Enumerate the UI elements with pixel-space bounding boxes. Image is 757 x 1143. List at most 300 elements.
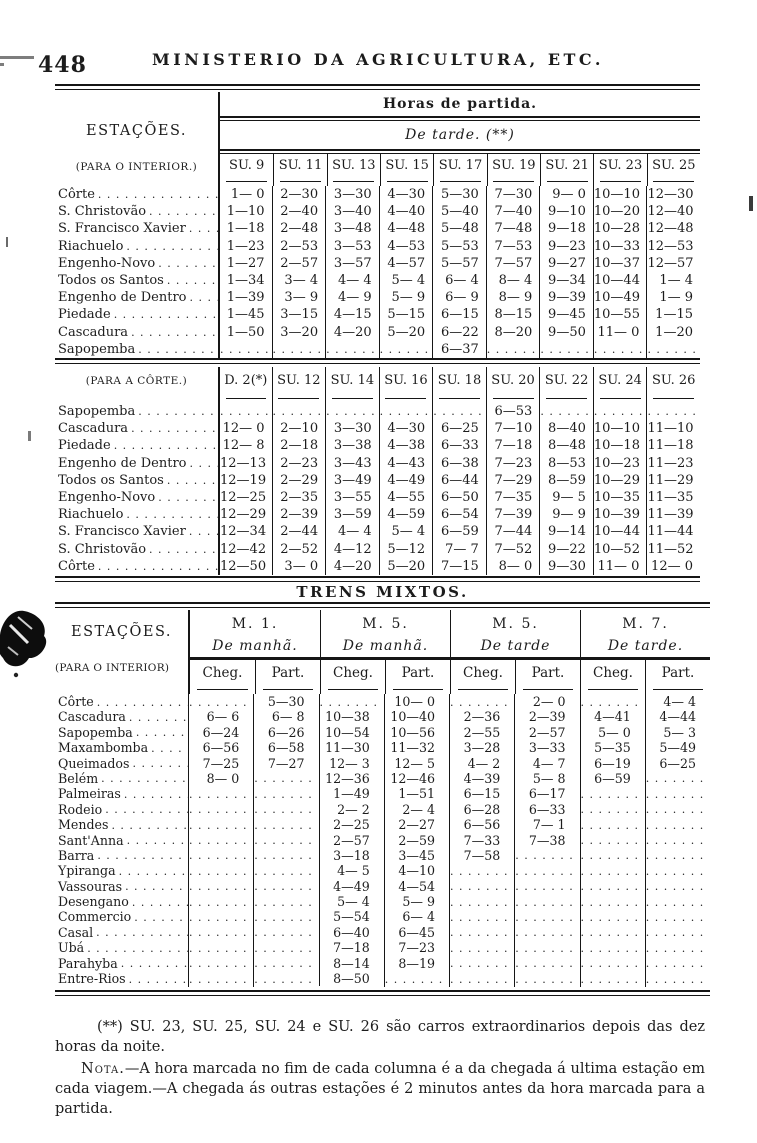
table-row bbox=[55, 472, 700, 489]
time-cell: 9—34 bbox=[539, 272, 593, 289]
sub-column-header: Cheg. bbox=[450, 660, 515, 686]
time-cell: 1—20 bbox=[646, 324, 700, 341]
time-cell: 10—55 bbox=[593, 306, 647, 323]
time-cell: 10—29 bbox=[593, 472, 647, 489]
time-cell bbox=[325, 403, 379, 420]
table-row bbox=[55, 403, 700, 420]
time-cell: 7—38 bbox=[514, 833, 579, 848]
time-cell: 10—49 bbox=[593, 289, 647, 306]
time-cell: 10—54 bbox=[319, 725, 384, 740]
time-cell: 6—44 bbox=[432, 472, 486, 489]
time-cell: 6—38 bbox=[432, 455, 486, 472]
time-cell: 4—30 bbox=[379, 420, 433, 437]
train-group bbox=[320, 610, 450, 657]
divider-rule bbox=[55, 990, 710, 996]
time-cell bbox=[253, 786, 318, 802]
time-cell: 12—30 bbox=[646, 186, 700, 203]
header-underline bbox=[593, 395, 647, 403]
time-cell: 8—48 bbox=[539, 437, 593, 454]
time-cell: 9—50 bbox=[539, 324, 593, 341]
table-row bbox=[55, 833, 710, 848]
time-cell: 4— 5 bbox=[319, 863, 384, 878]
train-number: M. 1. bbox=[231, 616, 279, 632]
column-header: SU. 18 bbox=[432, 367, 486, 395]
time-cell: 2—44 bbox=[272, 523, 326, 540]
time-cell: 7—48 bbox=[486, 220, 540, 237]
table3-header-right bbox=[188, 610, 710, 694]
time-cell bbox=[253, 971, 318, 987]
time-cell: 4—43 bbox=[379, 455, 433, 472]
train-group bbox=[450, 610, 580, 657]
time-cell bbox=[253, 894, 318, 910]
table1-title: Horas de partida. bbox=[382, 96, 538, 112]
time-cell bbox=[188, 847, 253, 863]
time-cell: 1—15 bbox=[646, 306, 700, 323]
time-cell bbox=[449, 940, 514, 956]
time-cell: 5—48 bbox=[432, 220, 486, 237]
time-cell: 6—33 bbox=[432, 437, 486, 454]
header-underline bbox=[432, 395, 486, 403]
train-number: M. 7. bbox=[622, 616, 669, 632]
table1-subtitle: De tarde. (**) bbox=[405, 127, 515, 143]
time-cell: 11—44 bbox=[646, 523, 700, 540]
time-cell bbox=[580, 863, 645, 879]
train-period: De tarde bbox=[480, 638, 551, 654]
header-underline-row bbox=[220, 178, 700, 186]
column-header: SU. 9 bbox=[229, 158, 265, 173]
time-cell: 3—48 bbox=[325, 220, 379, 237]
time-cell: 12—48 bbox=[646, 220, 700, 237]
station-name: Sapopemba . . . bbox=[55, 724, 188, 740]
time-cell: 9— 0 bbox=[539, 186, 593, 203]
dotted-leader bbox=[97, 694, 188, 710]
time-cell: 10—52 bbox=[593, 541, 647, 558]
time-cell: 10—44 bbox=[593, 523, 647, 540]
station-name: Desengano . . . bbox=[55, 894, 188, 910]
time-cell: 4— 9 bbox=[325, 289, 379, 306]
station-name: Piedade . . . bbox=[55, 437, 218, 454]
time-cell: 4—49 bbox=[319, 879, 384, 894]
time-cell: 1—50 bbox=[218, 324, 272, 341]
time-cell: 5—53 bbox=[432, 238, 486, 255]
divider-rule bbox=[55, 358, 700, 364]
time-cell bbox=[645, 847, 710, 863]
time-cell: 7—52 bbox=[486, 541, 540, 558]
scan-artifact bbox=[749, 196, 753, 211]
time-cell: 4— 7 bbox=[514, 756, 579, 771]
station-name: Côrte . . . bbox=[55, 186, 218, 203]
time-cell: 8— 0 bbox=[188, 771, 253, 786]
time-cell bbox=[580, 955, 645, 971]
time-cell: 12—40 bbox=[646, 203, 700, 220]
time-cell bbox=[645, 878, 710, 894]
column-header: SU. 13 bbox=[327, 154, 380, 178]
time-cell bbox=[580, 878, 645, 894]
column-header: SU. 25 bbox=[647, 154, 700, 178]
station-name: Commercio . . . bbox=[55, 909, 188, 925]
dotted-leader bbox=[189, 523, 218, 540]
time-cell bbox=[645, 817, 710, 833]
time-cell: 10—28 bbox=[593, 220, 647, 237]
time-cell bbox=[539, 341, 593, 358]
header-underline bbox=[218, 395, 272, 403]
header-underline bbox=[379, 395, 433, 403]
table-row bbox=[55, 817, 710, 832]
time-cell bbox=[449, 878, 514, 894]
header-underline bbox=[255, 686, 320, 694]
time-cell: 5—15 bbox=[379, 306, 433, 323]
time-cell: 2—59 bbox=[384, 833, 449, 848]
time-cell: 5—12 bbox=[379, 541, 433, 558]
time-cell: 12— 0 bbox=[218, 420, 272, 437]
time-cell bbox=[384, 971, 449, 987]
time-cell: 4— 4 bbox=[325, 272, 379, 289]
table-row bbox=[55, 558, 700, 575]
station-name: Piedade . . . bbox=[55, 306, 218, 323]
time-cell: 8—59 bbox=[539, 472, 593, 489]
table-row bbox=[55, 523, 700, 540]
time-cell: 6—56 bbox=[188, 740, 253, 755]
table-row bbox=[55, 740, 710, 755]
time-cell bbox=[514, 940, 579, 956]
time-cell bbox=[188, 971, 253, 987]
header-underline bbox=[515, 686, 580, 694]
time-cell: 3—30 bbox=[325, 420, 379, 437]
station-name: Riachuelo . . . bbox=[55, 238, 218, 255]
time-cell bbox=[218, 341, 272, 358]
header-underline bbox=[486, 395, 540, 403]
ink-blot bbox=[0, 603, 52, 681]
time-cell: 7—10 bbox=[486, 420, 540, 437]
time-cell: 11—35 bbox=[646, 489, 700, 506]
time-cell bbox=[325, 341, 379, 358]
time-cell bbox=[514, 955, 579, 971]
time-cell bbox=[188, 940, 253, 956]
time-cell: 5—20 bbox=[379, 324, 433, 341]
time-cell: 10—37 bbox=[593, 255, 647, 272]
table3-stub bbox=[55, 610, 188, 694]
time-cell: 2— 2 bbox=[319, 802, 384, 817]
dotted-leader bbox=[129, 971, 188, 987]
time-cell bbox=[188, 801, 253, 817]
departures-table-interior bbox=[55, 92, 700, 358]
time-cell: 2—55 bbox=[449, 725, 514, 740]
time-cell: 8—50 bbox=[319, 971, 384, 986]
time-cell: 3—59 bbox=[325, 506, 379, 523]
time-cell: 2—48 bbox=[272, 220, 326, 237]
time-cell: 3—33 bbox=[514, 740, 579, 755]
time-cell: 6—25 bbox=[645, 756, 710, 771]
station-name: Todos os Santos . . . bbox=[55, 472, 218, 489]
table-row bbox=[55, 925, 710, 940]
table-row bbox=[55, 272, 700, 289]
time-cell: 12— 0 bbox=[646, 558, 700, 575]
table-row bbox=[55, 455, 700, 472]
time-cell: 2—23 bbox=[272, 455, 326, 472]
dotted-leader bbox=[158, 489, 218, 506]
mixed-trains-table bbox=[55, 610, 710, 986]
footnote-extra-cars: (**) SU. 23, SU. 25, SU. 24 e SU. 26 são carros extraordinarios depois das dez horas da noite. bbox=[55, 1018, 705, 1055]
time-cell: 12—13 bbox=[218, 455, 272, 472]
time-cell bbox=[580, 971, 645, 987]
time-cell: 3—18 bbox=[319, 848, 384, 863]
time-cell: 8— 0 bbox=[486, 558, 540, 575]
time-cell: 6—26 bbox=[253, 725, 318, 740]
time-cell bbox=[514, 847, 579, 863]
column-header: D. 2(*) bbox=[218, 367, 272, 395]
time-cell: 1—23 bbox=[218, 238, 272, 255]
time-cell bbox=[253, 770, 318, 786]
time-cell: 1—10 bbox=[218, 203, 272, 220]
time-cell: 4—20 bbox=[325, 324, 379, 341]
time-cell: 8—20 bbox=[486, 324, 540, 341]
header-underline bbox=[539, 395, 593, 403]
dotted-leader bbox=[149, 541, 218, 558]
time-cell: 11—18 bbox=[646, 437, 700, 454]
time-cell bbox=[449, 894, 514, 910]
time-cell: 3— 0 bbox=[272, 558, 326, 575]
time-cell: 7—58 bbox=[449, 848, 514, 863]
time-cell: 9—45 bbox=[539, 306, 593, 323]
scan-artifact bbox=[0, 56, 34, 59]
time-cell bbox=[253, 832, 318, 848]
time-cell: 9—39 bbox=[539, 289, 593, 306]
table1-column-headers bbox=[220, 154, 700, 178]
time-cell: 10—39 bbox=[593, 506, 647, 523]
time-cell bbox=[645, 894, 710, 910]
time-cell: 7—30 bbox=[486, 186, 540, 203]
time-cell: 1—51 bbox=[384, 786, 449, 801]
time-cell: 7— 7 bbox=[432, 541, 486, 558]
table-row bbox=[55, 238, 700, 255]
time-cell bbox=[449, 909, 514, 925]
table-row bbox=[55, 341, 700, 358]
time-cell bbox=[188, 694, 253, 710]
time-cell: 9— 9 bbox=[539, 506, 593, 523]
time-cell: 7—29 bbox=[486, 472, 540, 489]
time-cell bbox=[580, 940, 645, 956]
time-cell: 4—44 bbox=[645, 709, 710, 724]
time-cell: 8—40 bbox=[539, 420, 593, 437]
header-underline bbox=[385, 686, 450, 694]
time-cell: 3—40 bbox=[325, 203, 379, 220]
dotted-leader bbox=[126, 238, 218, 255]
time-cell: 4—54 bbox=[384, 879, 449, 894]
time-cell: 11—32 bbox=[384, 740, 449, 755]
sub-column-header: Cheg. bbox=[320, 660, 385, 686]
time-cell: 7—57 bbox=[486, 255, 540, 272]
time-cell: 5—35 bbox=[580, 740, 645, 755]
top-divider-rule bbox=[55, 84, 700, 90]
time-cell: 6—19 bbox=[580, 756, 645, 771]
station-name: Cascadura . . . bbox=[55, 324, 218, 341]
dotted-leader bbox=[114, 306, 218, 323]
time-cell: 12—42 bbox=[218, 541, 272, 558]
station-name: Barra . . . bbox=[55, 847, 188, 863]
stations-label: ESTAÇÕES. bbox=[86, 123, 187, 139]
time-cell: 10—23 bbox=[593, 455, 647, 472]
time-cell: 11—52 bbox=[646, 541, 700, 558]
time-cell: 6—45 bbox=[384, 925, 449, 940]
time-cell: 1—34 bbox=[218, 272, 272, 289]
time-cell: 5—40 bbox=[432, 203, 486, 220]
header-underline bbox=[645, 686, 710, 694]
station-name: S. Christovão . . . bbox=[55, 203, 218, 220]
time-cell: 2—52 bbox=[272, 541, 326, 558]
time-cell: 10—56 bbox=[384, 725, 449, 740]
column-header: SU. 19 bbox=[487, 154, 540, 178]
time-cell bbox=[188, 909, 253, 925]
nota-label: Nota. bbox=[81, 1060, 125, 1077]
station-name: Vassouras . . . bbox=[55, 878, 188, 894]
time-cell: 2—39 bbox=[272, 506, 326, 523]
time-cell bbox=[645, 863, 710, 879]
time-cell: 9—18 bbox=[539, 220, 593, 237]
time-cell bbox=[188, 924, 253, 940]
time-cell: 6—40 bbox=[319, 925, 384, 940]
time-cell bbox=[645, 971, 710, 987]
time-cell bbox=[449, 971, 514, 987]
time-cell: 7—27 bbox=[253, 756, 318, 771]
station-name: Engenho-Novo . . . bbox=[55, 489, 218, 506]
table2-header bbox=[55, 367, 700, 395]
station-name: S. Francisco Xavier . . . bbox=[55, 523, 218, 540]
time-cell: 5— 8 bbox=[514, 771, 579, 786]
time-cell: 12—36 bbox=[319, 771, 384, 786]
table1-header-right bbox=[218, 92, 700, 186]
time-cell bbox=[188, 955, 253, 971]
time-cell bbox=[580, 847, 645, 863]
train-group bbox=[580, 610, 710, 657]
time-cell: 10—38 bbox=[319, 709, 384, 724]
table3-body bbox=[55, 694, 710, 986]
time-cell bbox=[379, 341, 433, 358]
time-cell: 6—50 bbox=[432, 489, 486, 506]
time-cell: 5—57 bbox=[432, 255, 486, 272]
column-header: SU. 24 bbox=[593, 367, 647, 395]
time-cell: 11—29 bbox=[646, 472, 700, 489]
direction-label: (PARA A CÔRTE.) bbox=[85, 375, 188, 387]
nota-text: —A hora marcada no fim de cada columna é a da chegada á ultima estação em cada viagem.—A chegada ás outras estações é 2 minutos antes da hora marcada para a partida. bbox=[55, 1060, 705, 1117]
station-name: Cascadura . . . bbox=[55, 709, 188, 725]
time-cell: 4—41 bbox=[580, 709, 645, 724]
time-cell: 6—28 bbox=[449, 802, 514, 817]
header-underline bbox=[220, 178, 273, 186]
time-cell: 7— 1 bbox=[514, 817, 579, 832]
header-underline-row bbox=[55, 395, 700, 403]
table-row bbox=[55, 971, 710, 986]
time-cell: 3—57 bbox=[325, 255, 379, 272]
time-cell: 8— 4 bbox=[486, 272, 540, 289]
dotted-leader bbox=[151, 740, 188, 756]
dotted-leader bbox=[189, 455, 218, 472]
time-cell bbox=[514, 863, 579, 879]
time-cell bbox=[253, 909, 318, 925]
time-cell: 2— 0 bbox=[514, 694, 579, 709]
time-cell bbox=[188, 786, 253, 802]
time-cell bbox=[188, 817, 253, 833]
time-cell: 5—30 bbox=[253, 694, 318, 709]
time-cell: 5— 3 bbox=[645, 725, 710, 740]
table-row bbox=[55, 786, 710, 801]
time-cell bbox=[514, 909, 579, 925]
sub-column-header: Part. bbox=[515, 660, 580, 686]
time-cell: 5— 4 bbox=[379, 523, 433, 540]
time-cell bbox=[580, 909, 645, 925]
dotted-leader bbox=[138, 403, 218, 420]
time-cell bbox=[580, 832, 645, 848]
time-cell: 6—59 bbox=[432, 523, 486, 540]
sub-column-header: Part. bbox=[645, 660, 710, 686]
time-cell: 2—36 bbox=[449, 709, 514, 724]
time-cell: 10—10 bbox=[593, 186, 647, 203]
time-cell: 1— 0 bbox=[218, 186, 272, 203]
time-cell: 6—25 bbox=[432, 420, 486, 437]
time-cell bbox=[319, 694, 384, 710]
time-cell: 1— 9 bbox=[646, 289, 700, 306]
time-cell bbox=[188, 878, 253, 894]
train-period: De tarde. bbox=[607, 638, 684, 654]
station-name: Palmeiras . . . bbox=[55, 786, 188, 802]
dotted-leader bbox=[111, 817, 188, 833]
table-row bbox=[55, 289, 700, 306]
table-row bbox=[55, 756, 710, 771]
time-cell: 4—30 bbox=[379, 186, 433, 203]
time-cell: 10—10 bbox=[593, 420, 647, 437]
time-cell: 3—43 bbox=[325, 455, 379, 472]
header-underline bbox=[55, 395, 218, 403]
time-cell bbox=[646, 341, 700, 358]
column-header: SU. 16 bbox=[379, 367, 433, 395]
time-cell bbox=[188, 894, 253, 910]
table2-body bbox=[55, 403, 700, 575]
time-cell: 4— 4 bbox=[645, 694, 710, 709]
time-cell: 2—18 bbox=[272, 437, 326, 454]
time-cell: 3—49 bbox=[325, 472, 379, 489]
dotted-leader bbox=[132, 755, 188, 771]
time-cell: 2—40 bbox=[272, 203, 326, 220]
station-name: Riachuelo . . . bbox=[55, 506, 218, 523]
time-cell: 9—27 bbox=[539, 255, 593, 272]
time-cell: 11—39 bbox=[646, 506, 700, 523]
time-cell: 8—14 bbox=[319, 956, 384, 971]
time-cell: 5—54 bbox=[319, 909, 384, 924]
time-cell bbox=[272, 403, 326, 420]
station-name: Côrte . . . bbox=[55, 694, 188, 710]
time-cell: 6— 6 bbox=[188, 709, 253, 724]
column-header: SU. 21 bbox=[540, 154, 593, 178]
station-name: Queimados . . . bbox=[55, 755, 188, 771]
header-underline bbox=[647, 178, 700, 186]
dotted-leader bbox=[97, 847, 188, 863]
dotted-leader bbox=[189, 220, 218, 237]
page-number: 448 bbox=[38, 52, 87, 78]
train-number: M. 5. bbox=[362, 616, 409, 632]
time-cell bbox=[514, 878, 579, 894]
time-cell: 5—30 bbox=[432, 186, 486, 203]
time-cell: 3—20 bbox=[272, 324, 326, 341]
time-cell: 4—48 bbox=[379, 220, 433, 237]
time-cell: 10—44 bbox=[593, 272, 647, 289]
time-cell: 2—57 bbox=[272, 255, 326, 272]
time-cell: 6—33 bbox=[514, 802, 579, 817]
time-cell: 6—58 bbox=[253, 740, 318, 755]
dotted-leader bbox=[126, 506, 218, 523]
time-cell bbox=[580, 817, 645, 833]
time-cell: 1— 4 bbox=[646, 272, 700, 289]
time-cell: 4—20 bbox=[325, 558, 379, 575]
table-row bbox=[55, 541, 700, 558]
